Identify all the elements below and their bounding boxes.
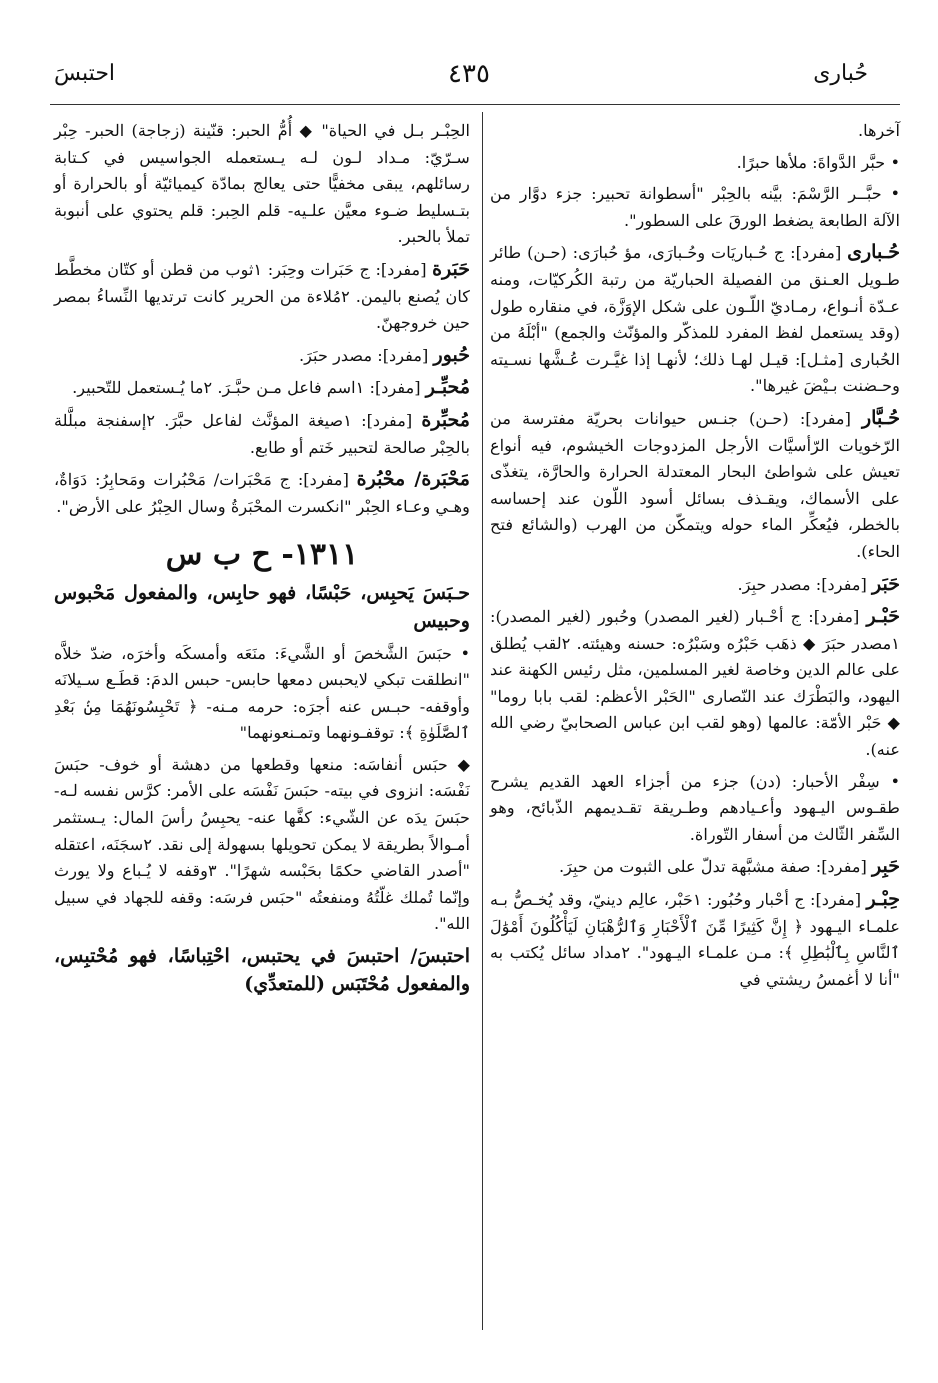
dictionary-entry — [490, 571, 900, 599]
entry-definition: آخرها. — [857, 121, 900, 140]
dictionary-entry — [490, 181, 900, 234]
entry-headword: حَبَرة — [432, 257, 470, 280]
entry-definition: • حبَّــر الرَّسْمَ: بيَّنه بالحِبْر "أسطوانة تحبير: جزء دوَّار من الآلة الطابعة يضغط الورقَ على السطور". — [490, 184, 900, 230]
dictionary-entry — [490, 853, 900, 881]
entry-headword: حَبِر — [872, 855, 900, 878]
entry-definition: [مفرد]: مصدر حبَرَ. — [298, 345, 429, 365]
left-column — [54, 118, 470, 1003]
entry-definition: [مفرد]: صفة مشبَّهة تدلّ على الثبوت من حبِرَ. — [558, 857, 867, 877]
entry-headword: حـبَسَ يَحبِس، حَبْسًا، فهو حابِس، والمفعول مَحْبوس وحبيس — [54, 582, 470, 632]
header-rule — [50, 104, 900, 105]
entry-definition: [مفرد]: ج حُـباريَات وحُـبارَى، مؤ حُبارَى: (حـن) طائر طـويل العـنق من الفصيلة الحباريّة من رتبة الكُركيّات، ومنه عـدّة أنـواع، رمـاديّ اللّـون على شكل الإوَزَّة، في منقاره طول (وقد يستعمل لفظ المفرد للمذكّر والمؤنّث والجمع) "أبْلَهُ من الحُبارى [مثـل]: قيـل لهـا ذلك؛ لأنهـا إذا غيَّـرت عُـشَّها نسـيته وحـضنت بـيْضَ غيرها". — [490, 243, 900, 396]
entry-definition: • سِفْر الأحبار: (دن) جزء من أجزاء العهد القديم يشرح طقـوس اليـهود وأعـيادهم وطـريقة تقـديمهم الذّبائح، وهو السِّفر الثّالث من أسفار التّوراة. — [490, 771, 900, 844]
entry-definition: [مفرد]: ١اسم فاعل مـن حبَّـرَ. ٢ما يُـستعمل للتّحبير. — [72, 378, 421, 398]
entry-headword: حُبور — [433, 343, 470, 366]
entry-definition: [مفرد]: ج أحْبار وحُبُور: ١حَبْر، عالِم دينيّ، وقد يُخـصُّ بـه علمـاء اليـهود ﴿ إِنَّ كَثِيرًا مِّنَ ٱلْأَحْبَارِ وَٱلرُّهْبَانِ لَيَأْكُلُونَ أَمْوَٰلَ ٱلنَّاسِ بِٱلْبَٰطِلِ ﴾: مـن علمـاء اليـهود". ٢مداد سائل يُكتب به "أنا لا أغمسُ ريشتي في — [490, 890, 900, 989]
entry-headword: حُـبارى — [847, 241, 900, 264]
dictionary-entry — [490, 239, 900, 400]
entry-headword: مَحْبَرة/ محْبُرة — [356, 468, 470, 491]
dictionary-entry — [490, 769, 900, 849]
dictionary-entry — [54, 752, 470, 938]
dictionary-entry — [54, 342, 470, 370]
entry-definition: [مفرد]: مصدر حبِرَ. — [737, 574, 867, 594]
section-title: ١٣١١- ح ب س — [165, 537, 359, 573]
page-header — [0, 54, 938, 100]
dictionary-entry — [54, 374, 470, 402]
entry-definition: [مفرد]: (حـن) جنـس حيوانات بحريّة مفترسة من الرّخويات الرّأسيَّات الأرجل المزدوجات الخيشوم، فيه أنواع تعيش على شواطئ البحار المعتدلة الحرارة والحارَّة، يتغذّى على الأسماك، ويقـذف بسائل أسود اللّون عند إحساسه بالخطر، فيُعكِّر الماء حوله ويتمكّن من الهرب (والشائع فتح الحاء). — [490, 408, 900, 561]
entry-definition: ◆ حبَس أنفاسَه: منعها وقطعها من دهشة أو خوف- حبَسَ نَفْسَه: انزوى في بيته- حبَسَ نَفْسَه على الأمر: كرَّس نفسه لـه- حبَسَ يدَه عن الشّيء: كفَّها عنه- يحبِسُ رأسَ المال: يـستثمر أمـوالاً بطريقة لا يمكن تحويلها بسهولة إلى نقد. ٢سجَنَه، اعتقله "أصدر القاضي حكمًا بحَبْسه شهرًا". ٣وقفه لا يُـباع ولا يورث وإنّما تُملك غلّتُهُ ومنفعتُه "حبَس فرسَه: وقفه للجهاد في سبيل الله". — [54, 754, 470, 934]
dictionary-entry — [490, 150, 900, 177]
dictionary-entry — [54, 466, 470, 520]
entry-definition: • حبَّر الدَّواةَ: ملأها حبرًا. — [736, 152, 900, 172]
entry-headword: حَبْـر — [866, 605, 900, 628]
entry-headword: حِبْـر — [866, 888, 900, 911]
dictionary-entry — [54, 943, 470, 998]
dictionary-entry — [54, 641, 470, 747]
entry-definition: • حبَسَ الشَّخصَ أو الشَّيءَ: منَعَه وأمسكَه وأخرَه، ضدّ خلاَّه "انطلقت تبكي لايحبس دمعها حابس- حبس الدمَ: قطَـع سـيلانَه وأوقفه- حبـس عنه أجرَه: حرمه مـنه- ﴿ تَحْبِسُونَهُمَا مِنۢ بَعْدِ ٱلصَّلَوٰةِ ﴾: توقفـونهما وتمـنعونهما" — [54, 643, 470, 743]
entry-headword: حُـبَّار — [861, 406, 900, 429]
entry-headword: احتبسَ/ احتبسَ في يحتبس، احْتِباسًا، فهو مُحْتبِس، والمفعول مُحْتَبَس (للمتعدِّي) — [54, 945, 470, 995]
entry-definition: [مفرد]: ج مَحْبَرات/ مَحْبُرات ومَحابِرُ: دَوَاةٌ، وهـي وعـاء الحِبْر "انكسرت المحْبَرةُ وسال الحِبْرُ على الأرض". — [54, 470, 470, 516]
dictionary-entry — [490, 405, 900, 566]
dictionary-entry — [54, 407, 470, 461]
entry-headword: مُحبِّرة — [421, 408, 470, 431]
right-column — [490, 118, 900, 998]
header-first-entry: حُبارى — [813, 61, 868, 86]
entry-definition: [مفرد]: ج حَبَرات وحِبَر: ١ثوب من قطن أو كتّان مخطَّط كان يُصنع باليمن. ٢مُلاءة من الحرير كانت ترتديها النِّساءُ بمصر حين خروجهنّ. — [54, 259, 470, 333]
page-number: ٤٣٥ — [448, 59, 490, 89]
dictionary-entry — [54, 118, 470, 251]
dictionary-entry — [54, 580, 470, 635]
entry-headword: مُحبِّـر — [425, 376, 470, 399]
dictionary-entry — [490, 603, 900, 764]
entry-definition: الحِبْـر بـل في الحياة" ◆ أُمُّ الحبر: قنّينة (زجاجة) الحبر- حِبْر سـرّيّ: مـداد لـون لـه يـستعمله الجواسيس في كـتابة رسائلهم، يبقى مخفيًّا حتى يعالج بمادّة كيميائيّة أو بالحرارة أو بتـسليط ضـوء معيَّن علـيه- قلم الحِبر: قلم يحتوي على أنبوبة تملأ بالحبر. — [54, 121, 470, 247]
dictionary-entry — [490, 118, 900, 145]
dictionary-entry — [490, 886, 900, 993]
dictionary-entry — [54, 256, 470, 337]
entry-headword: حَبَر — [872, 572, 900, 595]
header-last-entry: احتبسَ — [54, 61, 116, 86]
entry-definition: [مفرد]: ١صيغة المؤنَّث لفاعل حبَّرَ. ٢إسفنجة مبلَّلة بالحِبْر صالحة لتحبير خَتم أو طابع. — [54, 410, 470, 457]
column-divider — [482, 112, 483, 1330]
entry-definition: [مفرد]: ج أحْـبار (لغير المصدر) وحُبور (لغير المصدر): ١مصدر حبَرَ ◆ ذهَب حَبْرُه وسَبْرُه: حسنه وهيئته. ٢لقب يُطلق على عالم الدين وخاصة لغير المسلمين، مثل رئيس الكهنة عند اليهود، والبَطْرَك عند النّصارى "الحَبْر الأعظم: لقب بابا روما" ◆ حَبْر الأمّة: عالمها (وهو لقب ابن عباس الصحابيّ رضي الله عنه). — [490, 607, 900, 760]
